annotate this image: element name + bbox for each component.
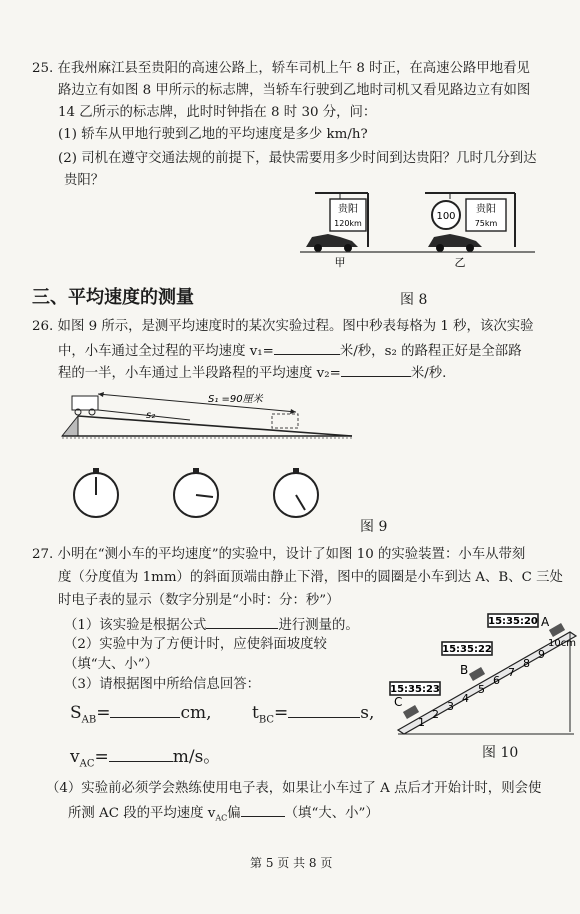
s1-label: S₁ =90厘米 xyxy=(208,394,263,405)
tick-3: 3 xyxy=(447,700,454,713)
q26-line3: 程的一半，小车通过上半段路程的平均速度 v₂= 米/秒. xyxy=(58,362,446,383)
vac-blank[interactable] xyxy=(109,744,173,762)
q25-line2: 路边立有如图 8 甲所示的标志牌，当轿车行驶到乙地时司机又看见路边立有如图 xyxy=(58,83,531,98)
sign-jia-dist: 120km xyxy=(334,219,362,228)
point-b: B xyxy=(460,663,469,677)
tick-4: 4 xyxy=(462,692,469,705)
label-yi: 乙 xyxy=(454,256,466,269)
sab-answer: $S_{AB}=$ cm, xyxy=(70,700,212,725)
q27-sub1: （1）该实验是根据公式 进行测量的。 xyxy=(64,614,359,635)
tick-2: 2 xyxy=(432,708,439,721)
tbc-answer: $t_{BC}= s$, xyxy=(252,700,374,725)
sign-jia xyxy=(306,193,368,252)
section-title: 三、平均速度的测量 xyxy=(32,287,194,308)
cart-b xyxy=(469,667,485,681)
figure-9 xyxy=(58,380,358,540)
sign-jia-city: 贵阳 xyxy=(338,204,358,215)
q27-line2: 度（分度值为 1mm）的斜面顶端由静止下滑，图中的圆圈是小车到达 A、B、C 三处 xyxy=(58,570,563,585)
figure-9-caption: 图 9 xyxy=(360,519,388,535)
q27-sub3: （3）请根据图中所给信息回答： xyxy=(64,677,260,692)
tick-8: 8 xyxy=(523,657,530,670)
q25-sub2b: 贵阳？ xyxy=(64,173,105,188)
car-yi-icon xyxy=(428,234,482,247)
s2-label: s₂ xyxy=(146,410,156,421)
figure-10 xyxy=(384,612,580,740)
q26-line2: 中，小车通过全过程的平均速度 v₁= 米/秒，s₂ 的路程正好是全部路 xyxy=(58,340,522,361)
timer-a xyxy=(488,614,538,627)
sign-yi xyxy=(425,193,515,252)
sign-yi-city: 贵阳 xyxy=(476,204,496,215)
cart-a xyxy=(549,623,565,637)
point-a: A xyxy=(541,615,550,629)
q27-sub4b: 所测 AC 段的平均速度 $v_{AC}$偏 （填“大、小”） xyxy=(68,802,379,828)
cart-bottom xyxy=(272,414,298,428)
cart-top xyxy=(72,396,98,410)
q27-sub2a: （2）实验中为了方便计时，应使斜面坡度较 xyxy=(64,637,327,652)
svg-text:15:35:20: 15:35:20 xyxy=(488,616,538,627)
v2-blank[interactable] xyxy=(341,362,411,377)
timer-c xyxy=(390,682,440,695)
sab-blank[interactable] xyxy=(110,700,180,718)
timer-b xyxy=(442,642,492,655)
q27-sub4a: （4）实验前必须学会熟练使用电子表，如果让小车过了 A 点后才开始计时，则会使 xyxy=(46,781,542,796)
q25-line1: 25. 在我州麻江县至贵阳的高速公路上，轿车司机上午 8 时正，在高速公路甲地看见 xyxy=(32,61,530,76)
q27-line3: 时电子表的显示（数字分别是“小时：分：秒”） xyxy=(58,593,340,608)
q26-line1: 26. 如图 9 所示，是测平均速度时的某次实验过程。图中秒表每格为 1 秒，该次实验 xyxy=(32,319,534,334)
svg-text:15:35:22: 15:35:22 xyxy=(442,644,492,655)
q27-sub2b: （填“大、小”） xyxy=(64,657,159,672)
q25-sub2a: (2) 司机在遵守交通法规的前提下，最快需要用多少时间到达贵阳？几时几分到达 xyxy=(58,151,537,166)
stopwatch-1-icon xyxy=(74,468,118,517)
tick-6: 6 xyxy=(493,674,500,687)
page-footer: 第 5 页 共 8 页 xyxy=(250,856,333,870)
tbc-blank[interactable] xyxy=(288,700,360,718)
tick-5: 5 xyxy=(478,683,485,696)
formula-blank[interactable] xyxy=(206,614,278,629)
tick-7: 7 xyxy=(508,666,515,679)
figure-8 xyxy=(300,185,545,270)
q25-line3: 14 乙所示的标志牌，此时时钟指在 8 时 30 分，问： xyxy=(58,105,377,120)
cart-c xyxy=(403,705,419,719)
tick-1: 1 xyxy=(418,716,425,729)
point-c: C xyxy=(394,695,403,709)
figure-8-caption: 图 8 xyxy=(400,292,428,308)
speed-limit: 100 xyxy=(436,211,456,222)
svg-text:15:35:23: 15:35:23 xyxy=(390,684,440,695)
vac-answer: $v_{AC}= m/s$。 xyxy=(70,742,220,769)
q25-sub1: (1) 轿车从甲地行驶到乙地的平均速度是多少 km/h? xyxy=(58,127,368,142)
label-jia: 甲 xyxy=(334,256,346,269)
unit-label: 10cm xyxy=(548,638,576,649)
incline xyxy=(78,416,352,436)
stopwatch-3-icon xyxy=(274,468,318,517)
v1-blank[interactable] xyxy=(274,340,340,355)
stopwatch-2-icon xyxy=(174,468,218,517)
bias-blank[interactable] xyxy=(241,802,285,817)
q27-line1: 27. 小明在“测小车的平均速度”的实验中，设计了如图 10 的实验装置：小车从带刻 xyxy=(32,547,526,562)
tick-9: 9 xyxy=(538,648,545,661)
figure-10-caption: 图 10 xyxy=(482,745,519,761)
sign-yi-dist: 75km xyxy=(474,219,498,228)
